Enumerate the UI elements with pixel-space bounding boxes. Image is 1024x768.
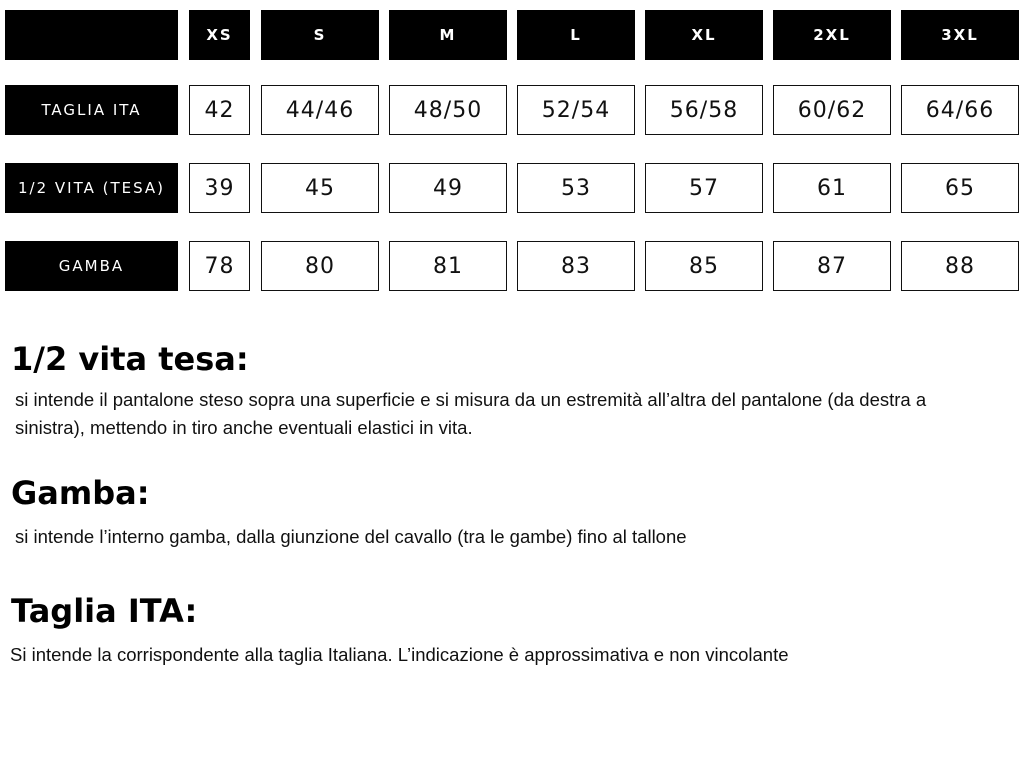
value-cell: 44/46 (261, 85, 379, 135)
note-gamba-title: Gamba: (11, 474, 150, 512)
value-cell: 81 (389, 241, 507, 291)
note-taglia-text: Si intende la corrispondente alla taglia Italiana. L’indicazione è approssimativa e non vincolante (10, 644, 789, 665)
value-cell: 39 (189, 163, 250, 213)
note-gamba-text: si intende l’interno gamba, dalla giunzione del cavallo (tra le gambe) fino al tallone (15, 526, 687, 547)
header-size-2xl: 2XL (773, 10, 891, 60)
row-label-mezza-vita: 1/2 VITA (TESA) (5, 163, 178, 213)
note-vita-title: 1/2 vita tesa: (11, 340, 249, 378)
value-cell: 42 (189, 85, 250, 135)
value-cell: 87 (773, 241, 891, 291)
value-cell: 85 (645, 241, 763, 291)
value-cell: 45 (261, 163, 379, 213)
value-cell: 88 (901, 241, 1019, 291)
value-cell: 57 (645, 163, 763, 213)
value-cell: 60/62 (773, 85, 891, 135)
note-vita (0, 340, 1024, 442)
size-table (0, 0, 1024, 300)
header-size-xl: XL (645, 10, 763, 60)
value-cell: 53 (517, 163, 635, 213)
header-size-s: S (261, 10, 379, 60)
value-cell: 64/66 (901, 85, 1019, 135)
value-cell: 78 (189, 241, 250, 291)
value-cell: 48/50 (389, 85, 507, 135)
value-cell: 65 (901, 163, 1019, 213)
note-taglia (0, 592, 1024, 669)
header-size-3xl: 3XL (901, 10, 1019, 60)
value-cell: 52/54 (517, 85, 635, 135)
header-size-l: L (517, 10, 635, 60)
value-cell: 83 (517, 241, 635, 291)
value-cell: 49 (389, 163, 507, 213)
value-cell: 61 (773, 163, 891, 213)
header-corner (5, 10, 178, 60)
row-label-gamba: GAMBA (5, 241, 178, 291)
note-gamba (0, 474, 1024, 551)
value-cell: 80 (261, 241, 379, 291)
note-taglia-title: Taglia ITA: (11, 592, 198, 630)
value-cell: 56/58 (645, 85, 763, 135)
note-vita-text: si intende il pantalone steso sopra una superficie e si misura da un estremità all’altra del pantalone (da destra a sinistra), mettendo in tiro anche eventuali elastici in vita. (15, 389, 927, 438)
header-size-xs: XS (189, 10, 250, 60)
header-size-m: M (389, 10, 507, 60)
row-label-taglia-ita: TAGLIA ITA (5, 85, 178, 135)
